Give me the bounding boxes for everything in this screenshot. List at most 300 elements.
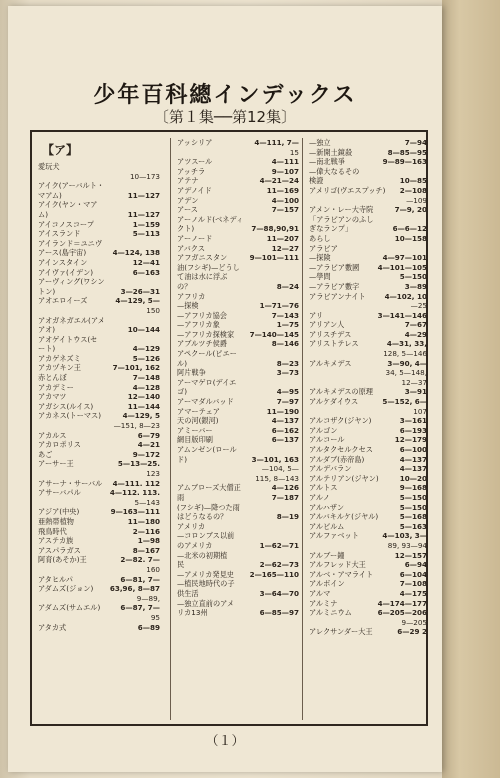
entry-reference: 1—71—76 [259,301,299,311]
entry-reference: 11—127 [127,209,160,219]
entry-reference: 3—101, 163 [251,454,299,464]
entry-reference: —151, 8—23 [113,421,160,431]
index-entry [38,546,160,556]
entry-reference: 9—205 [401,617,427,627]
entry-reference: 10—158 [394,233,427,243]
page-number: （１） [205,734,245,749]
entry-term: —アラビア數字 [309,281,360,291]
index-entry [38,383,160,393]
entry-term: アイスランド [38,229,81,239]
index-entry [309,416,427,426]
entry-term: 赤とんぼ [38,373,67,383]
index-entry [309,186,427,196]
index-entry [309,368,427,378]
entry-term: アリスチデス [309,329,352,339]
index-entry [309,407,427,417]
entry-reference: 4—103, 3— [382,531,427,541]
index-entry [38,363,160,373]
entry-term: アルマ [309,588,331,598]
entry-term: アリ [309,310,324,320]
entry-term: アルゴン [309,425,338,435]
entry-term: アルハザン [309,502,345,512]
index-entry [309,599,427,609]
entry-reference: 5—168 [399,512,427,522]
entry-reference: 6—81, 7— [120,574,160,584]
index-entry [38,402,160,412]
index-entry [309,157,427,167]
index-entry [38,594,160,604]
entry-term: て油は水に浮ぶ [177,272,228,282]
entry-term: アイヴァ(イデン) [38,267,94,277]
entry-reference: 6—89 [137,622,160,632]
entry-reference: 2—165—110 [249,569,299,579]
book-page [8,6,442,772]
entry-reference: 3—141—146 [377,310,427,320]
index-entry [38,575,160,585]
entry-term: アルブー鐘 [309,550,345,560]
entry-reference: 6—94 [404,560,427,570]
index-entry [177,541,299,551]
index-entry [38,555,160,565]
entry-reference: 5—150 [399,492,427,502]
index-entry [177,138,299,148]
index-entry [177,407,299,417]
entry-reference: 6—6—12 [392,224,427,234]
entry-reference: 4—97—101 [382,253,427,263]
entry-reference: 115, 8—143 [255,473,299,483]
index-entry [177,503,299,513]
entry-list [177,138,299,618]
entry-term: アガシス(ルイス) [38,401,94,411]
entry-reference: 2—108 [399,185,427,195]
entry-reference: 5—113 [132,229,160,239]
index-entry [309,272,427,282]
index-entry [177,186,299,196]
entry-term: —探検 [177,301,199,311]
index-entry [309,464,427,474]
entry-term: トン) [38,286,56,296]
entry-term: アムンゼン(ロール [177,445,237,454]
entry-reference: —109 [406,195,427,205]
entry-reference: 4—100 [271,195,299,205]
entry-reference: 4—101—105 [377,262,427,272]
entry-reference: 7—187 [271,492,299,502]
entry-term: アルトス [309,483,338,493]
entry-term: 飛鳥時代 [38,526,67,536]
entry-reference: 9—168 [399,483,427,493]
entry-reference: 7—9, 20 [394,205,427,215]
entry-reference: 6—193 [399,425,427,435]
page-title: 少年百科總インデックス [93,83,357,108]
index-entry [177,339,299,349]
entry-reference: 6—162 [271,425,299,435]
index-entry [38,277,160,287]
index-entry [38,220,160,230]
index-entry [38,411,160,421]
entry-reference: 10—85 [399,176,427,186]
entry-reference: 12—37 [401,377,427,387]
entry-term: —独立 [309,138,331,147]
index-entry [177,330,299,340]
index-entry [38,306,160,316]
entry-reference: 7—94 [404,138,427,147]
entry-term: アルタクセルクセス [309,445,373,454]
entry-reference: 4—174—177 [377,598,427,608]
index-entry [177,157,299,167]
entry-term: アレクサンダー大王 [309,627,373,637]
entry-term: アブルツチ侯爵 [177,339,228,349]
index-entry [38,258,160,268]
entry-term: アステカ族 [38,536,74,546]
entry-reference: 7—101, 162 [112,363,160,373]
entry-reference: 1—75 [276,320,299,330]
entry-term: アルダブ(赤帝島) [309,454,365,464]
entry-reference: 3—89 [404,281,427,291]
index-entry [38,517,160,527]
index-entry [177,215,299,225]
index-entry [177,579,299,589]
entry-term: アルミニウム [309,608,352,618]
index-entry [38,162,160,172]
entry-reference: 11—180 [127,516,160,526]
entry-term: アイコノスコープ [38,219,94,229]
entry-reference: 1—62—71 [259,540,299,550]
index-entry [177,301,299,311]
index-entry [309,397,427,407]
entry-term: アカロポリス [38,440,81,450]
entry-reference: 5—13—25. [117,459,160,469]
index-entry [177,608,299,618]
index-entry [309,378,427,388]
index-entry [309,167,427,177]
index-entry [38,392,160,402]
index-entry [38,354,160,364]
index-entry [309,435,427,445]
index-entry [309,503,427,513]
entry-term: アラビア [309,243,338,253]
entry-term: —探険 [309,253,331,263]
entry-term: 民 [177,560,185,570]
index-entry [38,335,160,345]
entry-reference: 3—26—31 [120,286,160,296]
entry-reference: 11—127 [127,190,160,200]
entry-reference: 2—82. 7— [120,555,160,565]
entry-term: —アラビア數國 [309,262,360,272]
entry-reference: 4—175 [399,588,427,598]
entry-reference: 4—124, 138 [112,248,160,258]
index-entry [38,172,160,182]
entry-term: アダムズ(ジョン) [38,584,94,594]
entry-term: アルバキルケ(ジヤル) [309,512,379,522]
entry-term: アルベ・アマライト [309,569,374,579]
index-entry [38,498,160,508]
entry-term: アタカ式 [38,622,67,632]
entry-term: アカヅキン王 [38,363,81,373]
index-entry [309,426,427,436]
entry-reference: 5—150 [399,272,427,282]
entry-term: アフガニスタン [177,253,228,263]
entry-term: アメン・レー大寺院 [309,205,374,215]
entry-reference: 2—116 [132,526,160,536]
index-entry [177,522,299,532]
entry-reference: 7—67 [404,320,427,330]
entry-reference: 15 [289,147,299,157]
index-entry [309,493,427,503]
entry-term: の？ [177,281,192,291]
entry-term: アッシリア [177,138,213,147]
entry-term: あらし [309,233,331,243]
index-entry [309,176,427,186]
entry-term: アルキメデスの原理 [309,387,373,397]
entry-reference: 4—129 [132,344,160,354]
index-entry [309,483,427,493]
index-entry [309,359,427,369]
entry-term: アルテリアン(ジヤン) [309,473,379,483]
entry-term: アルファベット [309,531,359,541]
entry-term: 愛玩犬 [38,162,60,171]
entry-reference: 12—157 [394,550,427,560]
index-entry [309,531,427,541]
index-entry [309,253,427,263]
entry-term: アジア(中央) [38,507,80,517]
entry-term: ル) [177,358,187,368]
entry-reference: 4—95 [276,387,299,397]
entry-reference: 11—207 [266,233,299,243]
entry-reference: 12—179 [394,435,427,445]
entry-reference: 2—62—73 [259,560,299,570]
entry-reference: 7—88,90,91 [251,224,299,234]
index-entry [38,479,160,489]
index-entry [309,522,427,532]
entry-reference: 8—23 [276,358,299,368]
index-entry [177,196,299,206]
entry-term: アルノ [309,492,330,502]
entry-reference: 6—100 [399,445,427,454]
entry-term: ぎなランプ」 [309,224,353,234]
entry-reference: 4—126 [271,483,299,493]
entry-term: —南北戦爭 [309,157,345,167]
entry-reference: 3—64—70 [259,588,299,598]
entry-term: —新開土鏡殺 [309,147,353,157]
entry-term: アイク(ヤン・マア [38,200,98,210]
entry-term: アスパラガス [38,545,81,555]
entry-term: ゴ) [177,387,187,397]
index-entry [309,244,427,254]
entry-term: アダムズ(サムエル) [38,603,101,613]
entry-term: アルビルム [309,521,345,531]
index-entry [177,359,299,369]
entry-reference: —25 [410,301,427,311]
entry-reference: 6—87, 7— [120,603,160,613]
entry-term: ム) [38,209,48,219]
entry-reference: 4—111, 7— [254,138,299,147]
entry-reference: 6—85—97 [259,608,299,618]
entry-reference: 7—108 [399,579,427,589]
entry-reference: 8—19 [276,512,299,522]
entry-reference: 4—31, 33, [386,339,427,349]
entry-term: (フシギ)—降つた雨 [177,502,240,512]
entry-term: 亜熱帯植物 [38,516,74,526]
entry-term: アルキメデス [309,358,352,368]
index-entry [38,507,160,517]
index-frame [30,130,428,726]
entry-term: 油(フシギ)—どうし [177,262,240,272]
index-entry [38,527,160,537]
entry-term: —コロンブス以前 [177,531,235,541]
entry-reference: 6—205—206 [377,608,427,618]
entry-reference: 7—97 [276,397,299,407]
entry-reference: 6—79 [137,430,160,440]
entry-term: アーマダルバッド [177,397,234,407]
index-entry [177,176,299,186]
entry-reference: 4—21 [137,440,160,450]
index-entry [38,344,160,354]
index-entry [309,292,427,302]
index-entry [177,224,299,234]
index-entry [38,459,160,469]
entry-reference: 10—144 [127,325,160,335]
entry-term: 天の河(銀河) [177,416,219,426]
index-entry [309,138,427,148]
entry-term: アムブローズ大僧正 [177,483,241,493]
index-entry [177,320,299,330]
entry-reference: 9—172 [132,449,160,459]
index-entry [177,483,299,493]
index-entry [177,167,299,177]
entry-term: アース(島宇宙) [38,248,87,258]
entry-reference: 5—143 [134,497,160,507]
entry-reference: 4—129, 5 [122,411,160,421]
index-entry [38,239,160,249]
entry-reference: 8—146 [271,339,299,349]
index-entry [309,455,427,465]
entry-reference: 8—24 [276,281,299,291]
entry-term: アリストテレス [309,339,359,349]
entry-term: アバクス [177,243,206,253]
entry-reference: 12—41 [132,257,160,267]
entry-reference: 5—163 [399,521,427,531]
entry-term: アカネス(トーマス) [38,411,102,421]
index-entry [309,551,427,561]
entry-term: アラビアンナイト [309,291,366,301]
index-entry [177,455,299,465]
entry-reference: 4—111 [271,157,299,167]
entry-reference: 7—140—145 [249,329,299,339]
entry-reference: 3—161 [399,416,427,426]
index-entry [177,560,299,570]
entry-reference: 3—91 [404,387,427,397]
entry-term: —植民地時代の子 [177,579,235,589]
entry-term: アッチラ [177,166,206,176]
index-entry [309,320,427,330]
entry-term: アオ) [38,325,56,335]
entry-reference: 1—159 [132,219,160,229]
entry-reference: 8—85—95 [387,147,427,157]
entry-reference: 4—29 [404,329,427,339]
index-entry [177,426,299,436]
entry-term: アフリカ [177,291,206,301]
entry-term: —偉大なるその [309,166,360,176]
index-entry [177,253,299,263]
entry-term: アルコザク(ジヤン) [309,416,372,426]
entry-term: あご [38,449,53,459]
entry-reference: 4—128 [132,382,160,392]
entry-term: アリアン人 [309,320,345,330]
index-entry [177,244,299,254]
entry-term: アイク(アーバルト・ [38,181,105,191]
index-entry [177,416,299,426]
index-entry [177,311,299,321]
index-entry [309,445,427,455]
index-entry [309,570,427,580]
entry-list [38,162,160,632]
index-entry [177,292,299,302]
index-entry [309,627,427,637]
entry-reference: 12—27 [271,243,299,253]
index-entry [177,349,299,359]
index-entry [38,623,160,633]
index-entry [38,210,160,220]
index-entry [38,248,160,258]
entry-term: 網目版印刷 [177,435,213,445]
index-entry [177,551,299,561]
entry-reference: 1—98 [137,536,160,546]
entry-term: アオエロイーズ [38,296,88,306]
entry-reference: 9—163—111 [110,507,160,517]
entry-term: アサーバパル [38,488,81,498]
entry-reference: 63,96, 8—87 [109,584,160,594]
entry-term: 阿育(あそか)王 [38,555,87,565]
entry-reference: —104, 5— [261,464,299,474]
index-entry [177,435,299,445]
entry-reference: 9—89, [136,593,160,603]
entry-term: アルコール [309,435,345,445]
index-entry [38,316,160,326]
index-column-1 [38,138,160,720]
index-entry [309,301,427,311]
index-entry [177,148,299,158]
entry-reference: 9—101—111 [249,253,299,263]
index-entry [309,339,427,349]
entry-reference: 7—157 [271,205,299,215]
index-entry [177,234,299,244]
entry-term: アメリカ [177,521,206,531]
index-entry [177,387,299,397]
entry-reference: 9—107 [271,166,299,176]
index-entry [38,450,160,460]
index-entry [38,325,160,335]
entry-reference: 4—137 [271,416,299,426]
index-entry [177,589,299,599]
entry-term: アテナ [177,176,199,186]
entry-reference: 95 [150,612,160,622]
index-entry [309,618,427,628]
entry-reference: 4—129, 5— [115,296,160,306]
index-entry [38,268,160,278]
entry-term: —學問 [309,272,331,282]
index-entry [309,349,427,359]
index-entry [177,493,299,503]
index-entry [38,584,160,594]
entry-reference: 4—102, 10 [384,291,427,301]
entry-term: アメリゴ(ヴエスプッチ) [309,185,386,195]
entry-term: 検證 [309,176,324,186]
entry-term: ート) [38,344,56,354]
entry-term: アーマゲロ(デイエ [177,377,237,387]
index-entry [38,421,160,431]
entry-reference: 10—20 [399,473,427,483]
entry-reference: 107 [413,406,427,416]
